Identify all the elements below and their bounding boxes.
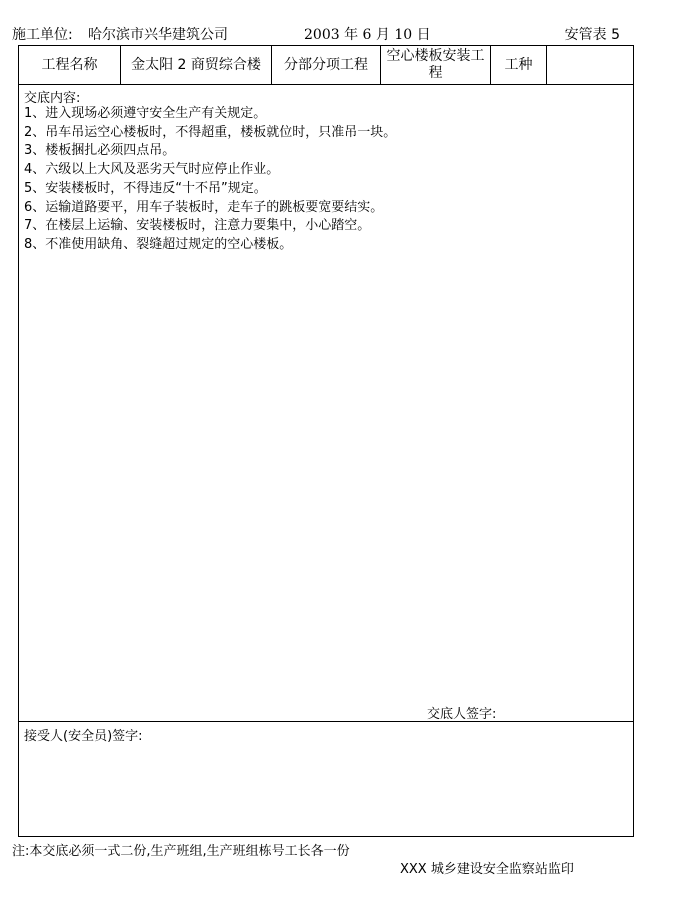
construction-unit-label: 施工单位: bbox=[12, 27, 73, 43]
footer-note: 注:本交底必须一式二份,生产班组,生产班组栋号工长各一份 bbox=[12, 844, 350, 859]
briefing-item: 8、不准使用缺角、裂缝超过规定的空心楼板。 bbox=[24, 236, 293, 252]
briefing-item: 1、进入现场必须遵守安全生产有关规定。 bbox=[24, 106, 267, 121]
briefing-content bbox=[19, 85, 633, 722]
briefing-content-title: 交底内容: bbox=[24, 91, 81, 106]
form-number: 安管表 5 bbox=[564, 27, 620, 43]
form-date: 2003 年 6 月 10 日 bbox=[304, 27, 431, 43]
briefer-signature-label: 交底人签字: bbox=[427, 707, 497, 722]
trade-label: 工种 bbox=[491, 46, 547, 84]
trade-value bbox=[547, 46, 633, 84]
briefing-item: 7、在楼层上运输、安装楼板时，注意力要集中，小心踏空。 bbox=[24, 218, 371, 234]
sub-project-label: 分部分项工程 bbox=[272, 46, 381, 84]
project-info-row bbox=[19, 46, 633, 85]
supervision-stamp-text: XXX 城乡建设安全监察站监印 bbox=[400, 862, 574, 877]
briefing-item: 2、吊车吊运空心楼板时，不得超重，楼板就位时，只准吊一块。 bbox=[24, 124, 397, 140]
briefing-item-list bbox=[24, 105, 396, 255]
construction-unit-value: 哈尔滨市兴华建筑公司 bbox=[88, 27, 228, 43]
briefing-item: 6、运输道路要平，用车子装板时，走车子的跳板要宽要结实。 bbox=[24, 199, 384, 215]
receiver-signature-area bbox=[19, 723, 633, 836]
sub-project-value: 空心楼板安装工程 bbox=[381, 46, 491, 84]
briefing-item: 5、安装楼板时，不得违反“十不吊”规定。 bbox=[24, 180, 267, 196]
project-name-label: 工程名称 bbox=[19, 46, 121, 84]
safety-briefing-sheet bbox=[18, 45, 634, 837]
form-header bbox=[12, 24, 634, 44]
briefing-item: 4、六级以上大风及恶劣天气时应停止作业。 bbox=[24, 162, 280, 178]
briefing-item: 3、楼板捆扎必须四点吊。 bbox=[24, 143, 176, 159]
project-name-value: 金太阳 2 商贸综合楼 bbox=[121, 46, 272, 84]
receiver-signature-label: 接受人(安全员)签字: bbox=[24, 729, 143, 744]
